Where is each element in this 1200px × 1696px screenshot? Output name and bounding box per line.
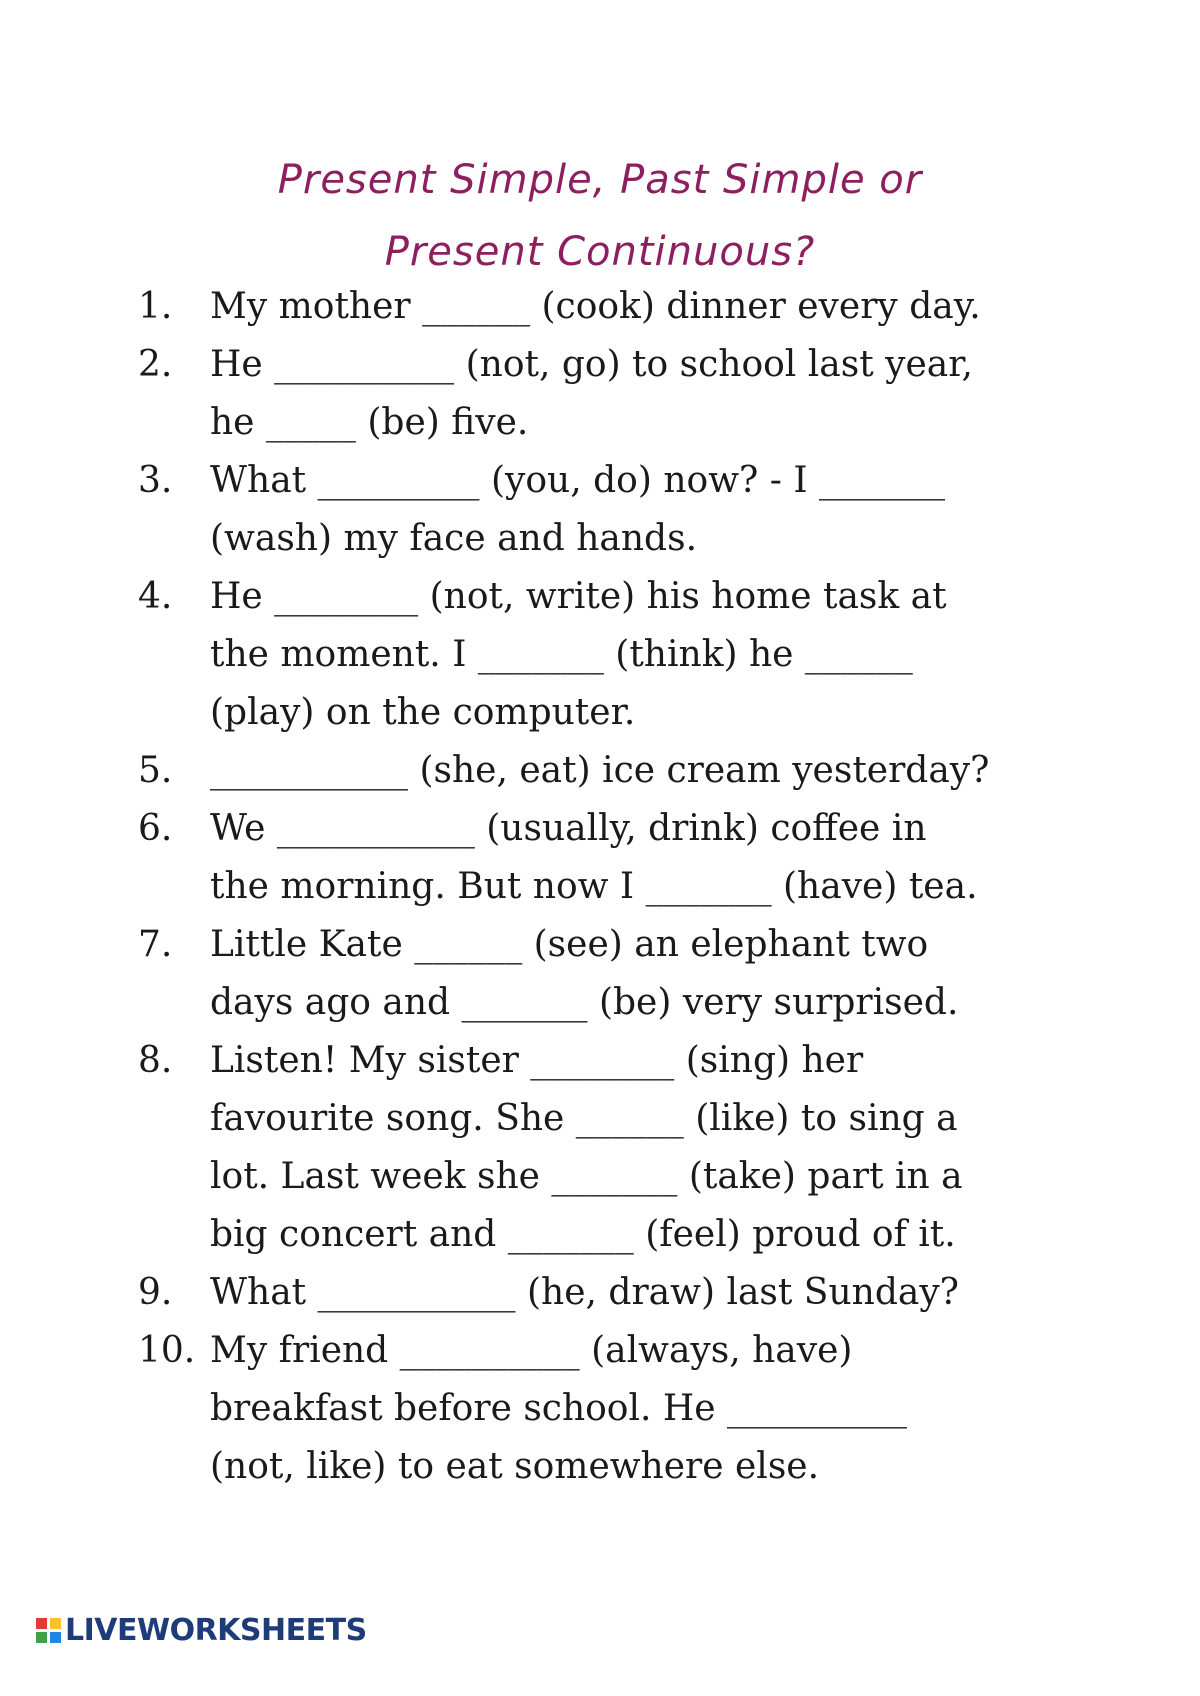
item-text xyxy=(210,1032,1063,1264)
item-line: breakfast before school. He __________ xyxy=(210,1388,908,1429)
item-text xyxy=(210,452,1063,568)
item-number: 6. xyxy=(138,808,173,849)
item-line: Little Kate ______ (see) an elephant two xyxy=(210,924,929,965)
exercise-item-7 xyxy=(138,916,1063,1032)
exercise-item-9 xyxy=(138,1264,1063,1322)
item-number: 5. xyxy=(138,750,173,791)
item-number: 1. xyxy=(138,286,173,327)
worksheet-title-line-2: Present Continuous? xyxy=(384,229,816,275)
logo-text: LIVEWORKSHEETS xyxy=(65,1612,367,1648)
item-line: favourite song. She ______ (like) to sing a xyxy=(210,1098,958,1139)
exercise-item-6 xyxy=(138,800,1063,916)
item-number: 7. xyxy=(138,924,173,965)
item-number: 9. xyxy=(138,1272,173,1313)
item-number: 10. xyxy=(138,1330,196,1371)
logo-square xyxy=(50,1632,61,1643)
item-line: He __________ (not, go) to school last year, xyxy=(210,344,973,385)
item-line: What _________ (you, do) now? - I _______ xyxy=(210,460,946,501)
item-line: (not, like) to eat somewhere else. xyxy=(210,1446,820,1487)
item-line: big concert and _______ (feel) proud of it. xyxy=(210,1214,956,1255)
item-line: the morning. But now I _______ (have) tea. xyxy=(210,866,978,907)
item-line: He ________ (not, write) his home task at xyxy=(210,576,947,617)
item-text xyxy=(210,1264,1063,1322)
logo-square xyxy=(36,1632,47,1643)
item-number: 3. xyxy=(138,460,173,501)
item-line: days ago and _______ (be) very surprised. xyxy=(210,982,959,1023)
item-text xyxy=(210,742,1063,800)
exercise-list xyxy=(138,278,1063,1496)
item-line: ___________ (she, eat) ice cream yesterday? xyxy=(210,750,990,791)
item-text xyxy=(210,800,1063,916)
item-line: (wash) my face and hands. xyxy=(210,518,698,559)
logo-squares-icon xyxy=(36,1618,61,1643)
exercise-item-1 xyxy=(138,278,1063,336)
item-text xyxy=(210,336,1063,452)
exercise-item-3 xyxy=(138,452,1063,568)
exercise-item-10 xyxy=(138,1322,1063,1496)
exercise-item-8 xyxy=(138,1032,1063,1264)
exercise-item-4 xyxy=(138,568,1063,742)
logo-square xyxy=(50,1618,61,1629)
item-line: What ___________ (he, draw) last Sunday? xyxy=(210,1272,959,1313)
item-number: 8. xyxy=(138,1040,173,1081)
item-number: 2. xyxy=(138,344,173,385)
logo-square xyxy=(36,1618,47,1629)
item-line: the moment. I _______ (think) he ______ xyxy=(210,634,913,675)
item-line: My friend __________ (always, have) xyxy=(210,1330,853,1371)
worksheet-title-line-1: Present Simple, Past Simple or xyxy=(277,157,923,203)
item-text xyxy=(210,1322,1063,1496)
item-line: My mother ______ (cook) dinner every day. xyxy=(210,286,981,327)
item-line: Listen! My sister ________ (sing) her xyxy=(210,1040,864,1081)
exercise-item-5 xyxy=(138,742,1063,800)
liveworksheets-logo[interactable] xyxy=(36,1612,367,1648)
item-text xyxy=(210,568,1063,742)
item-line: he _____ (be) five. xyxy=(210,402,529,443)
item-text xyxy=(210,278,1063,336)
item-number: 4. xyxy=(138,576,173,617)
item-line: We ___________ (usually, drink) coffee in xyxy=(210,808,927,849)
exercise-item-2 xyxy=(138,336,1063,452)
item-line: lot. Last week she _______ (take) part in a xyxy=(210,1156,963,1197)
item-text xyxy=(210,916,1063,1032)
item-line: (play) on the computer. xyxy=(210,692,636,733)
